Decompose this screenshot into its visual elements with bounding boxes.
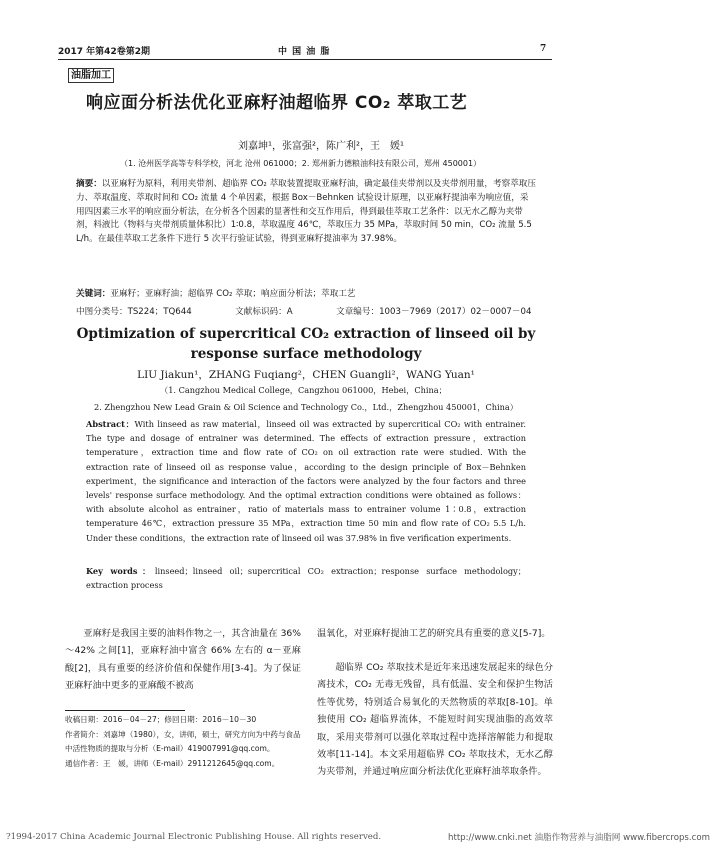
authors-cn: 刘嘉坤¹，张富强²，陈广利²，王 媛¹ xyxy=(238,141,405,152)
title-cn: 响应面分析法优化亚麻籽油超临界 CO₂ 萃取工艺 xyxy=(86,93,468,113)
article-no-label: 文章编号： xyxy=(336,307,380,317)
keywords-cn-label: 关键词： xyxy=(76,289,111,299)
classification-row xyxy=(76,305,531,317)
abstract-en xyxy=(86,417,526,545)
clc-value: TS224；TQ644 xyxy=(127,307,192,317)
doc-code-label: 文献标识码： xyxy=(235,307,287,317)
abstract-cn-text: 以亚麻籽为原料，利用夹带剂、超临界 CO₂ 萃取装置提取亚麻籽油，确定最佳夹带剂以及夹带剂用量，考察萃取压力、萃取温度、萃取时间和 CO₂ 流量 4 个单因素，根据 Box－Behnken 试验设计原理，以亚麻籽提油率为响应值，采用四因素三水平的响应面分析法，在分析各个因素的显著性和交互作用后，得到最佳萃取工艺条件：以无水乙醇为夹带剂，料液比（物料与夹带剂质量体积比）1∶0.8，萃取温度 46℃，萃取压力 35 MPa，萃取时间 50 min，CO₂ 流量 5.5 L/h。在最佳萃取工艺条件下进行 5 次平行验证试验，得到亚麻籽提油率为 37.98%。 xyxy=(76,179,536,245)
affiliations-cn: （1. 沧州医学高等专科学校，河北 沧州 061000；2. 郑州新力德粮油科技有限公司，郑州 450001） xyxy=(120,159,482,168)
keywords-cn xyxy=(76,288,536,302)
affiliation-en-1: （1. Cangzhou Medical College，Cangzhou 061000，Hebei，China； xyxy=(160,385,447,395)
keywords-en-text: linseed；linseed oil；supercritical CO₂ extraction；response surface methodology；extraction process xyxy=(86,566,526,591)
clc-label: 中图分类号： xyxy=(76,307,128,317)
footnote-contact: 通信作者：王 媛，讲师（E-mail）2911212645@qq.com。 xyxy=(65,758,280,768)
footnote-author: 作者简介：刘嘉坤（1980），女，讲师，硕士，研究方向为中药与食品中活性物质的提取与分析（E-mail）419007991@qq.com。 xyxy=(65,729,301,753)
doc-code-value: A xyxy=(286,307,293,317)
affiliation-en-2: 2. Zhengzhou New Lead Grain & Oil Science and Technology Co.，Ltd.，Zhengzhou 450001，China） xyxy=(94,402,518,412)
keywords-en xyxy=(86,564,526,592)
abstract-cn xyxy=(76,178,536,247)
running-header-journal: 2017 年第42卷第2期 xyxy=(58,47,150,57)
body-right-paragraph-2: 超临界 CO₂ 萃取技术是近年来迅速发展起来的绿色分离技术，CO₂ 无毒无残留，具有低温、安全和保护生物活性等优势，特别适合易氧化的天然物质的萃取[8-10]。单独使用 CO₂ 超临界流体，不能短时间实现油脂的高效萃取，采用夹带剂可以强化萃取过程中选择溶解能力和提取效率[11-14]。本文采用超临界 CO₂ 萃取技术，无水乙醇为夹带剂，并通过响应面分析法优化亚麻籽油萃取条件。 xyxy=(317,662,553,778)
footnotes xyxy=(65,713,301,771)
abstract-en-text: With linseed as raw material，linseed oil was extracted by supercritical CO₂ with entrainer. The type and dosage of entrainer was determined. The effects of extraction pressure，extraction temperature，extraction time and flow rate of CO₂ on oil extraction rate were studied. With the extraction rate of linseed oil as response value，according to the design principle of Box－Behnken experiment，the significance and interaction of the factors were analyzed by the four factors and three levels' response surface methodology. And the optimal extraction conditions were obtained as follows：with absolute alcohol as entrainer，ratio of materials mass to entrainer volume 1∶0.8，extraction temperature 46℃，extraction pressure 35 MPa，extraction time 50 min and flow rate of CO₂ 5.5 L/h. Under these conditions，the extraction rate of linseed oil was 37.98% in five verification experiments. xyxy=(86,419,526,543)
authors-en: LIU Jiakun¹，ZHANG Fuqiang²，CHEN Guangli²，WANG Yuan¹ xyxy=(137,369,475,381)
copyright-url: http://www.cnki.net 油脂作物营养与油脂网 www.fibercrops.com xyxy=(448,833,710,843)
page-number: 7 xyxy=(540,44,547,54)
footnote-received: 收稿日期：2016－04－27；修回日期：2016－10－30 xyxy=(65,715,257,724)
article-no-value: 1003－7969（2017）02－0007－04 xyxy=(379,307,532,317)
body-left-paragraph: 亚麻籽是我国主要的油料作物之一，其含油量在 36%～42% 之间[1]，亚麻籽油中富含 66% 左右的 α－亚麻酸[2]，具有重要的经济价值和保健作用[3-4]。为了保证亚麻籽油中更多的亚麻酸不被高 xyxy=(65,628,301,692)
title-en-line2: response surface methodology xyxy=(190,346,422,362)
section-tag: 油脂加工 xyxy=(68,68,114,83)
running-header-title: 中 国 油 脂 xyxy=(278,47,331,57)
abstract-en-label: Abstract： xyxy=(86,419,135,429)
abstract-cn-label: 摘要： xyxy=(76,179,102,189)
footnote-rule xyxy=(65,710,185,711)
keywords-cn-text: 亚麻籽；亚麻籽油；超临界 CO₂ 萃取；响应面分析法；萃取工艺 xyxy=(110,289,356,299)
keywords-en-label: Key words： xyxy=(86,566,155,576)
copyright-notice: ?1994-2017 China Academic Journal Electronic Publishing House. All rights reserved. xyxy=(6,832,382,842)
body-right-paragraph-1: 温氧化，对亚麻籽提油工艺的研究具有重要的意义[5-7]。 xyxy=(317,628,551,639)
header-rule xyxy=(58,59,552,60)
title-en-line1: Optimization of supercritical CO₂ extraction of linseed oil by xyxy=(76,326,536,342)
